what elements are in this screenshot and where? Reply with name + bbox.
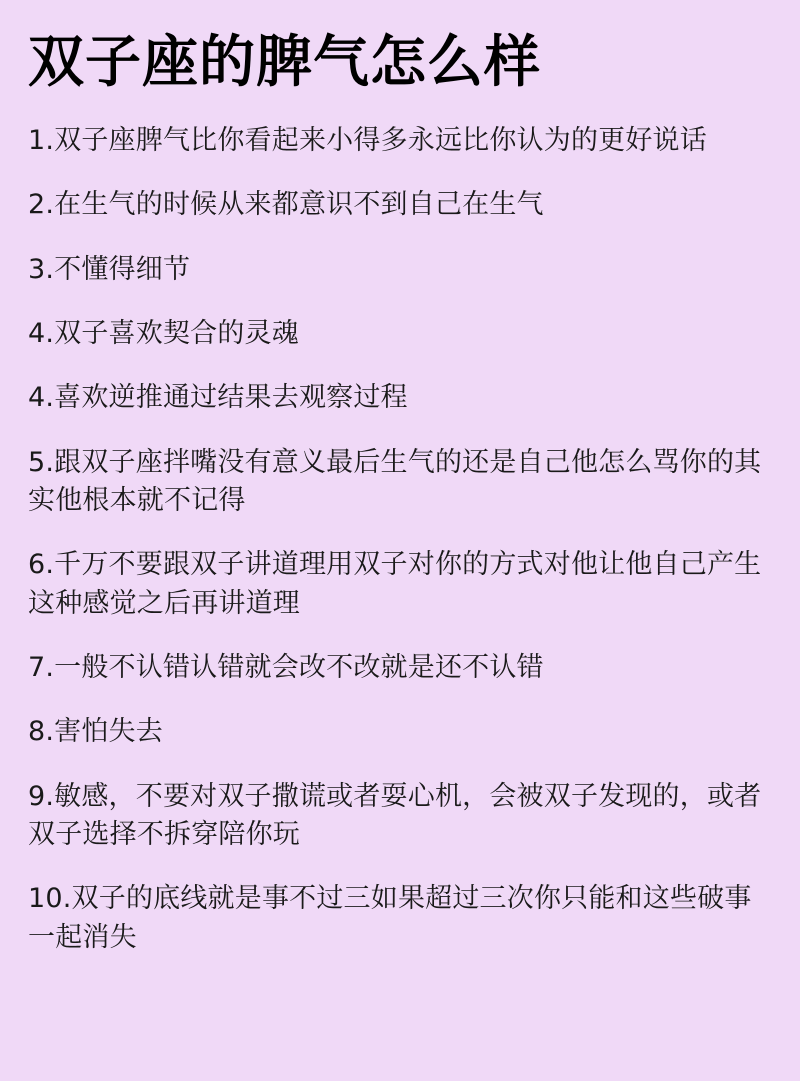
list-item: 4.双子喜欢契合的灵魂 bbox=[28, 318, 299, 350]
list-item: 6.千万不要跟双子讲道理用双子对你的方式对他让他自己产生这种感觉之后再讲道理 bbox=[28, 549, 762, 619]
tips-list bbox=[26, 122, 774, 957]
list-item: 9.敏感，不要对双子撒谎或者耍心机，会被双子发现的，或者双子选择不拆穿陪你玩 bbox=[28, 780, 762, 851]
list-item: 4.喜欢逆推通过结果去观察过程 bbox=[28, 382, 408, 414]
list-item: 8.害怕失去 bbox=[28, 716, 163, 748]
list-item: 3.不懂得细节 bbox=[28, 253, 191, 285]
page-title: 双子座的脾气怎么样 bbox=[28, 30, 541, 95]
list-item: 7.一般不认错认错就会改不改就是还不认错 bbox=[28, 652, 544, 684]
list-item: 5.跟双子座拌嘴没有意义最后生气的还是自己他怎么骂你的其实他根本就不记得 bbox=[28, 446, 762, 517]
list-item: 1.双子座脾气比你看起来小得多永远比你认为的更好说话 bbox=[28, 125, 707, 157]
list-item: 2.在生气的时候从来都意识不到自己在生气 bbox=[28, 189, 544, 221]
list-item: 10.双子的底线就是事不过三如果超过三次你只能和这些破事一起消失 bbox=[28, 883, 752, 953]
